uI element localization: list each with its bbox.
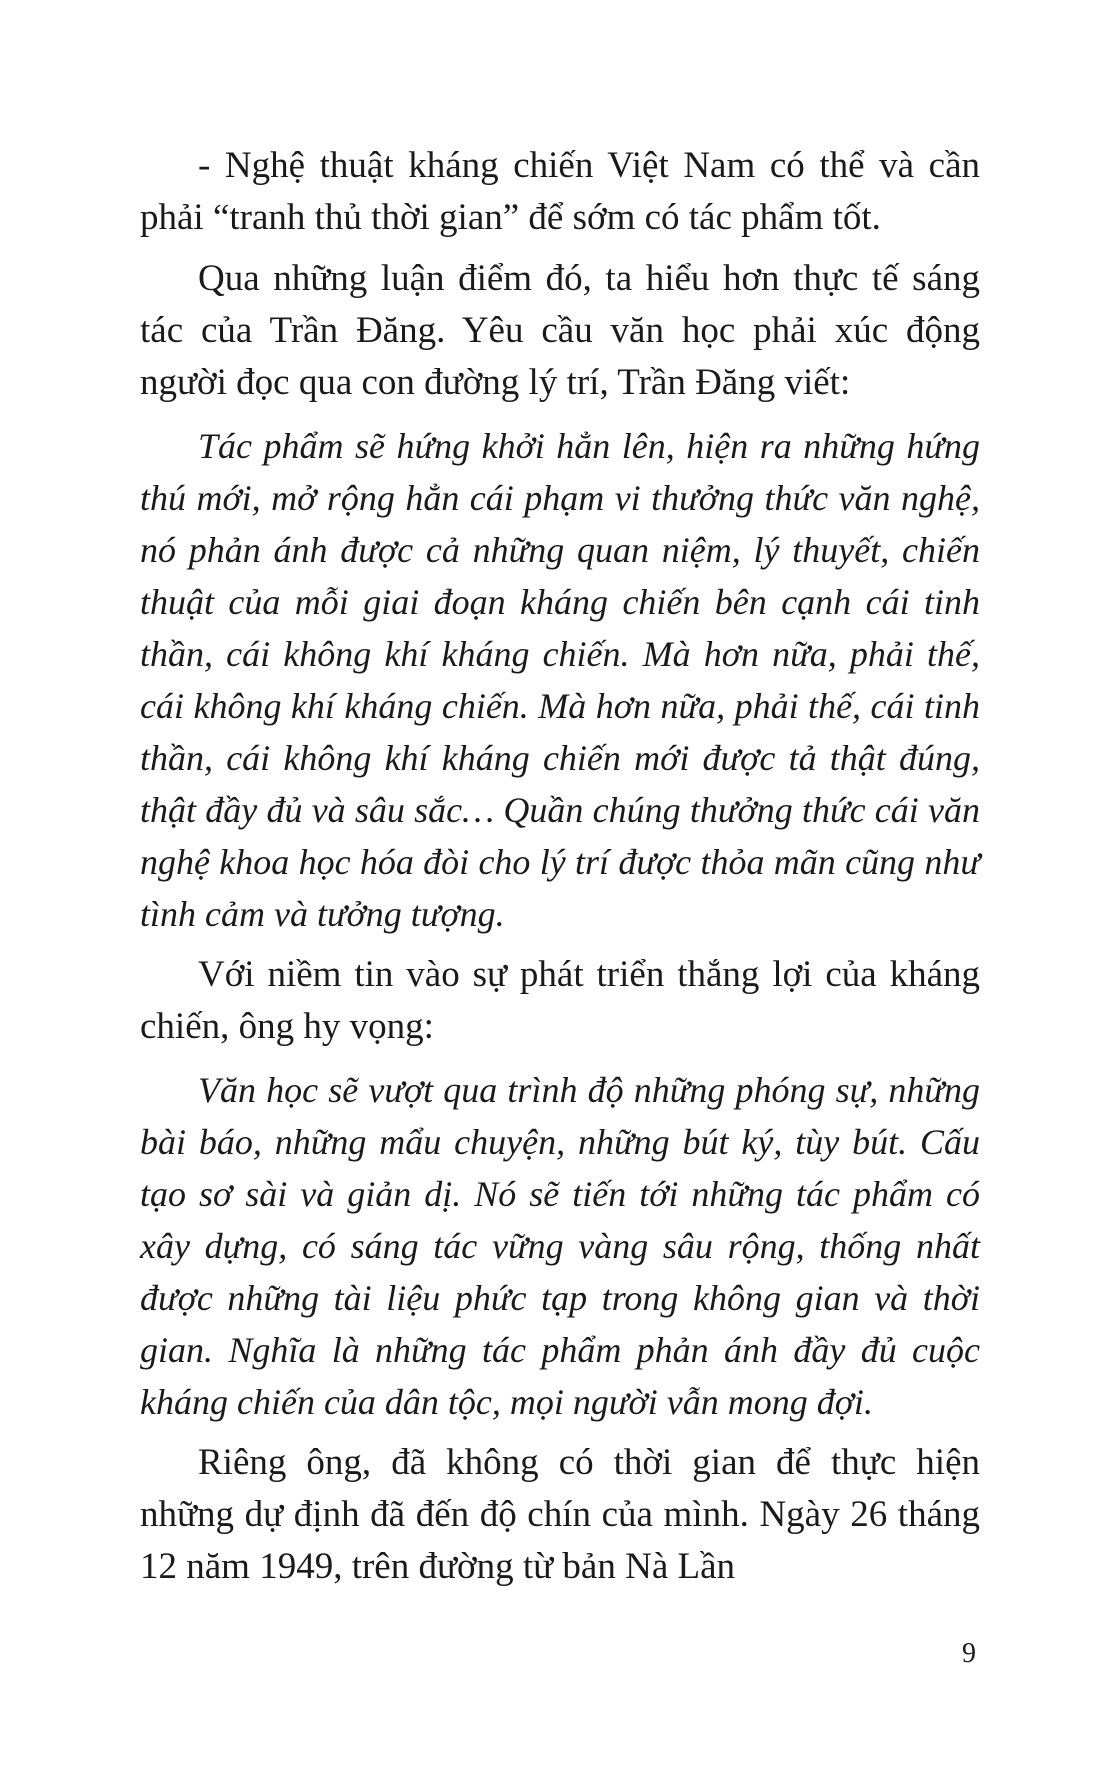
quote-tran-dang-2: Văn học sẽ vượt qua trình độ những phóng sự, những bài báo, những mẩu chuyện, những bút ký, tùy bút. Cấu tạo sơ sài và giản dị. Nó sẽ tiến tới những tác phẩm có xây dựng, có sáng tác vững vàng sâu rộng, thống nhất được những tài liệu phức tạp trong không gian và thời gian. Nghĩa là những tác phẩm phản ánh đầy đủ cuộc kháng chiến của dân tộc, mọi người vẫn mong đợi. <box>140 1070 980 1422</box>
paragraph-art-principle: - Nghệ thuật kháng chiến Việt Nam có thể và cần phải “tranh thủ thời gian” để sớm có tác phẩm tốt. <box>140 145 980 238</box>
paragraph-conclusion: Riêng ông, đã không có thời gian để thực hiện những dự định đã đến độ chín của mình. Ngày 26 tháng 12 năm 1949, trên đường từ bản Nà Lần <box>140 1442 980 1587</box>
paragraph-hope: Với niềm tin vào sự phát triển thắng lợi của kháng chiến, ông hy vọng: <box>140 954 980 1047</box>
page-number: 9 <box>962 1638 976 1669</box>
body-text <box>140 140 980 1593</box>
paragraph-intro-quote: Qua những luận điểm đó, ta hiểu hơn thực tế sáng tác của Trần Đăng. Yêu cầu văn học phải xúc động người đọc qua con đường lý trí, Trần Đăng viết: <box>140 258 980 403</box>
quote-tran-dang-1: Tác phẩm sẽ hứng khởi hẳn lên, hiện ra những hứng thú mới, mở rộng hẳn cái phạm vi thưởng thức văn nghệ, nó phản ánh được cả những quan niệm, lý thuyết, chiến thuật của mỗi giai đoạn kháng chiến bên cạnh cái tinh thần, cái không khí kháng chiến. Mà hơn nữa, phải thế, cái không khí kháng chiến. Mà hơn nữa, phải thế, cái tinh thần, cái không khí kháng chiến mới được tả thật đúng, thật đầy đủ và sâu sắc… Quần chúng thưởng thức cái văn nghệ khoa học hóa đòi cho lý trí được thỏa mãn cũng như tình cảm và tưởng tượng. <box>140 426 980 934</box>
